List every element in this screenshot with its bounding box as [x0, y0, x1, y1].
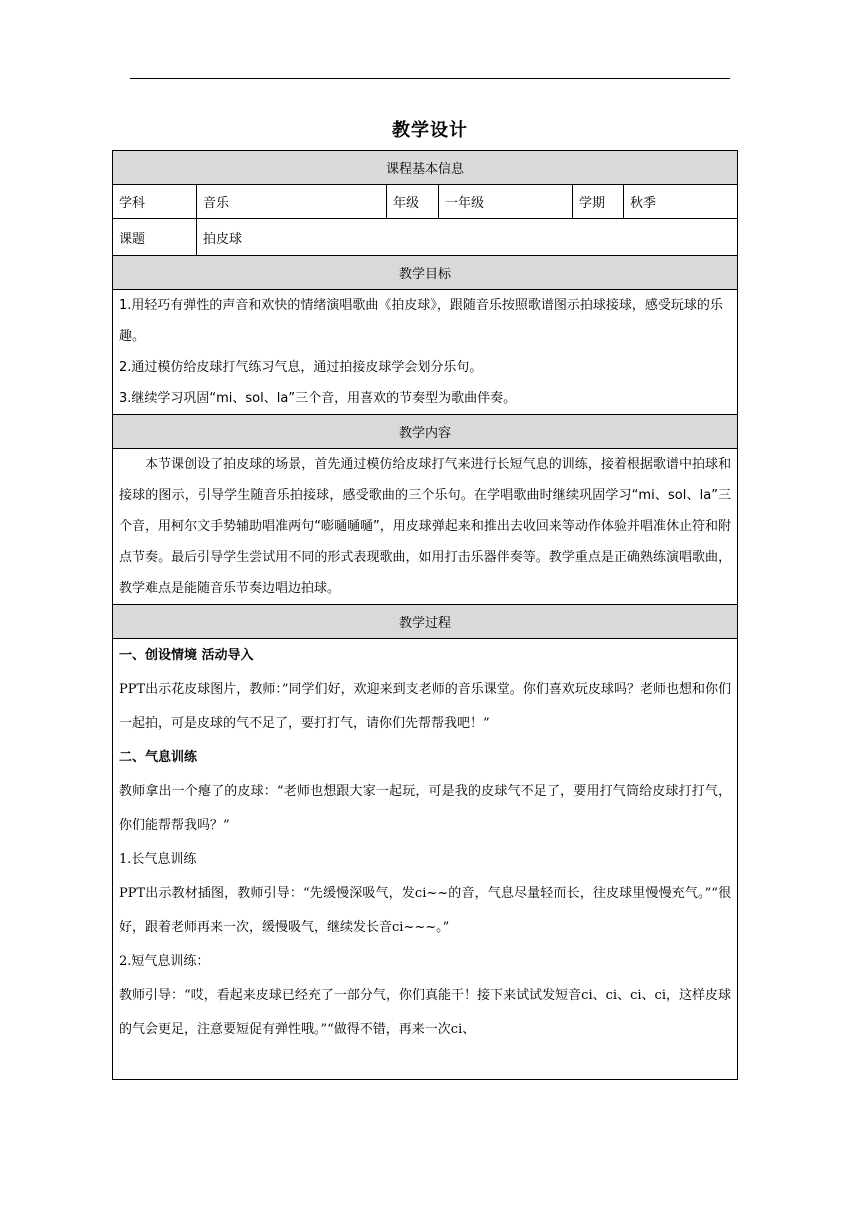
subject-value: 音乐: [197, 185, 387, 219]
section2-text: 教师拿出一个瘪了的皮球：“老师也想跟大家一起玩，可是我的皮球气不足了，要用打气筒给皮球打打气，你们能帮帮我吗？”: [119, 784, 732, 833]
term-label: 学期: [573, 185, 624, 219]
document-title: 教学设计: [392, 120, 468, 141]
content-text: 本节课创设了拍皮球的场景，首先通过模仿给皮球打气来进行长短气息的训练，接着根据歌谱中拍球和接球的图示，引导学生随音乐拍接球，感受歌曲的三个乐句。在学唱歌曲时继续巩固学习“mi、sol、la”三个音，用柯尔文手势辅助唱准两句“嘭嗵嗵嗵”，用皮球弹起来和推出去收回来等动作体验并唱准休止符和附点节奏。最后引导学生尝试用不同的形式表现歌曲，如用打击乐器伴奏等。教学重点是正确熟练演唱歌曲，教学难点是能随音乐节奏边唱边拍球。: [113, 449, 738, 605]
subject-label: 学科: [113, 185, 197, 219]
objectives-list: [113, 290, 738, 415]
objective-item: 2.通过模仿给皮球打气练习气息，通过拍接皮球学会划分乐句。: [119, 360, 483, 375]
grade-label: 年级: [387, 185, 439, 219]
topic-value: 拍皮球: [197, 219, 738, 256]
objective-item: 1.用轻巧有弹性的声音和欢快的情绪演唱歌曲《拍皮球》，跟随音乐按照歌谱图示拍球接球，感受玩球的乐趣。: [119, 298, 723, 344]
lesson-plan-table: [112, 150, 738, 1080]
section1-text: PPT出示花皮球图片，教师：”同学们好，欢迎来到支老师的音乐课堂。你们喜欢玩皮球吗？老师也想和你们一起拍，可是皮球的气不足了，要打打气，请你们先帮帮我吧！”: [119, 682, 732, 731]
section1-title: 一、创设情境 活动导入: [119, 648, 254, 663]
process-header: 教学过程: [113, 605, 738, 639]
objectives-header: 教学目标: [113, 256, 738, 290]
content-header: 教学内容: [113, 415, 738, 449]
sub1-text: PPT出示教材插图，教师引导：“先缓慢深吸气，发ci~~的音，气息尽量轻而长，往皮球里慢慢充气。”“很好，跟着老师再来一次，缓慢吸气，继续发长音ci~~~。”: [119, 886, 732, 935]
term-value: 秋季: [624, 185, 738, 219]
process-body: [113, 639, 738, 1080]
sub2-text: 教师引导：“哎，看起来皮球已经充了一部分气，你们真能干！接下来试试发短音ci、ci、ci、ci，这样皮球的气会更足，注意要短促有弹性哦。”“做得不错，再来一次ci、: [119, 988, 732, 1037]
basic-info-header: 课程基本信息: [113, 151, 738, 185]
section2-title: 二、气息训练: [119, 750, 198, 765]
header-rule: [130, 78, 730, 79]
objective-item: 3.继续学习巩固“mi、sol、la”三个音，用喜欢的节奏型为歌曲伴奏。: [119, 391, 517, 406]
topic-label: 课题: [113, 219, 197, 256]
sub1-title: 1.长气息训练: [119, 852, 197, 867]
grade-value: 一年级: [439, 185, 573, 219]
sub2-title: 2.短气息训练：: [119, 954, 210, 969]
